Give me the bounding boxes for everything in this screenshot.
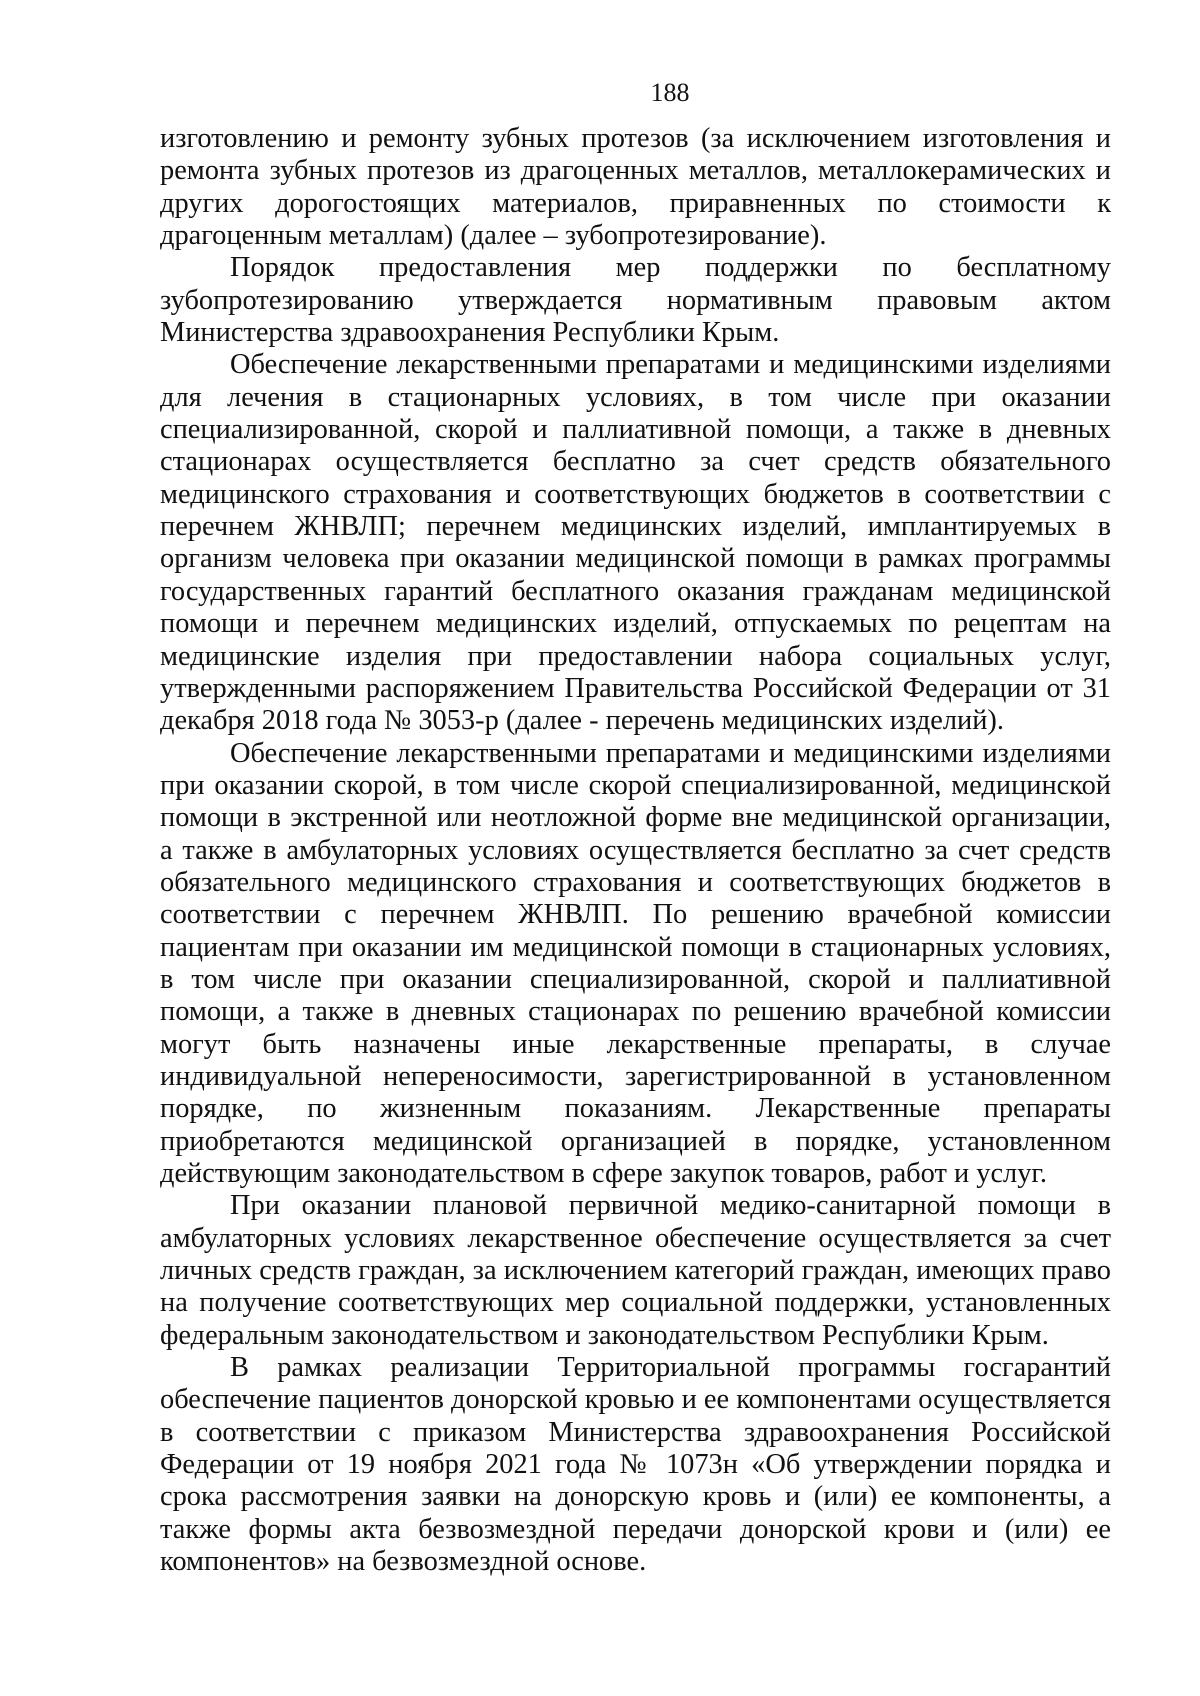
paragraph: В рамках реализации Территориальной программы госгарантий обеспечение пациентов донорской кровью и ее компонентами осуществляется в соответствии с приказом Министерства здравоохранения Российской Федерации от 19 ноября 2021 года № 1073н «Об утверждении порядка и срока рассмотрения заявки на донорскую кровь и (или) ее компоненты, а также формы акта безвозмездной передачи донорской крови и (или) ее компонентов» на безвозмездной основе. xyxy=(160,1352,1111,1578)
document-body xyxy=(160,123,1111,1578)
paragraph: изготовлению и ремонту зубных протезов (за исключением изготовления и ремонта зубных протезов из драгоценных металлов, металлокерамических и других дорогостоящих материалов, приравненных по стоимости к драгоценным металлам) (далее – зубопротезирование). xyxy=(160,123,1111,252)
paragraph: При оказании плановой первичной медико-санитарной помощи в амбулаторных условиях лекарственное обеспечение осуществляется за счет личных средств граждан, за исключением категорий граждан, имеющих право на получение соответствующих мер социальной поддержки, установленных федеральным законодательством и законодательством Республики Крым. xyxy=(160,1190,1111,1351)
page-number: 188 xyxy=(650,78,690,107)
paragraph: Обеспечение лекарственными препаратами и медицинскими изделиями для лечения в стационарных условиях, в том числе при оказании специализированной, скорой и паллиативной помощи, а также в дневных стационарах осуществляется бесплатно за счет средств обязательного медицинского страхования и соответствующих бюджетов в соответствии с перечнем ЖНВЛП; перечнем медицинских изделий, имплантируемых в организм человека при оказании медицинской помощи в рамках программы государственных гарантий бесплатного оказания гражданам медицинской помощи и перечнем медицинских изделий, отпускаемых по рецептам на медицинские изделия при предоставлении набора социальных услуг, утвержденными распоряжением Правительства Российской Федерации от 31 декабря 2018 года № 3053-р (далее - перечень медицинских изделий). xyxy=(160,349,1111,737)
paragraph: Обеспечение лекарственными препаратами и медицинскими изделиями при оказании скорой, в том числе скорой специализированной, медицинской помощи в экстренной или неотложной форме вне медицинской организации, а также в амбулаторных условиях осуществляется бесплатно за счет средств обязательного медицинского страхования и соответствующих бюджетов в соответствии с перечнем ЖНВЛП. По решению врачебной комиссии пациентам при оказании им медицинской помощи в стационарных условиях, в том числе при оказании специализированной, скорой и паллиативной помощи, а также в дневных стационарах по решению врачебной комиссии могут быть назначены иные лекарственные препараты, в случае индивидуальной непереносимости, зарегистрированной в установленном порядке, по жизненным показаниям. Лекарственные препараты приобретаются медицинской организацией в порядке, установленном действующим законодательством в сфере закупок товаров, работ и услуг. xyxy=(160,737,1111,1189)
paragraph: Порядок предоставления мер поддержки по бесплатному зубопротезированию утверждается нормативным правовым актом Министерства здравоохранения Республики Крым. xyxy=(160,252,1111,349)
